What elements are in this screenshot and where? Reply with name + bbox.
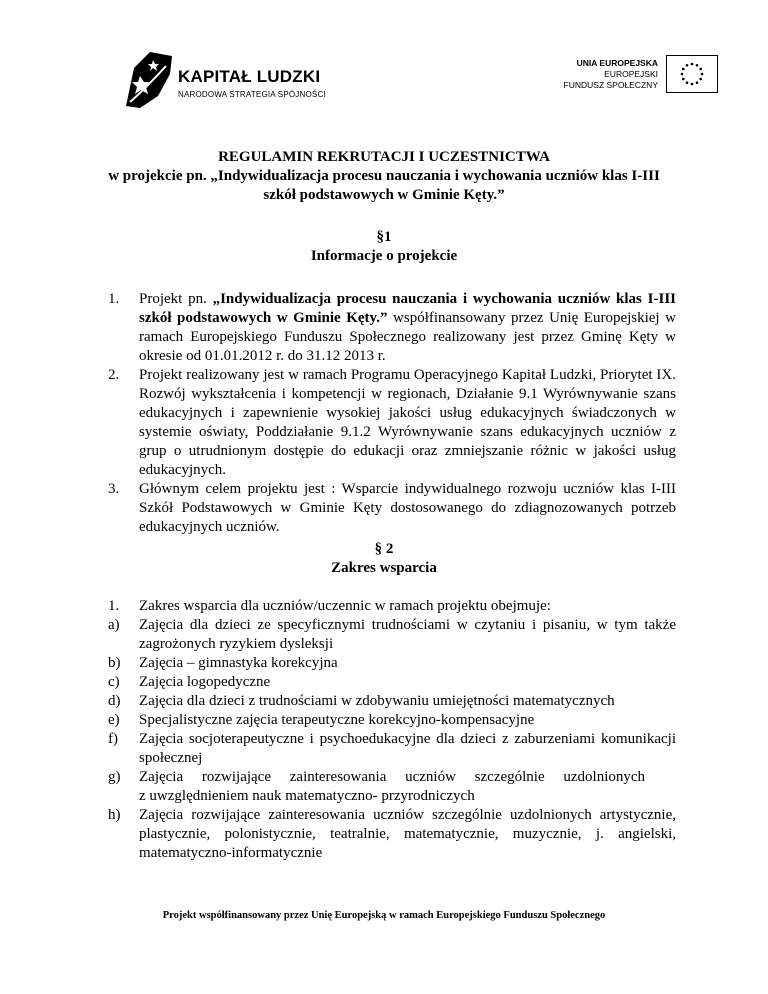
list-item-text: Zakres wsparcia dla uczniów/uczennic w ramach projektu obejmuje: xyxy=(139,598,551,614)
section1-heading: Informacje o projekcie xyxy=(310,248,458,264)
list-marker: g) xyxy=(108,769,121,785)
list-item-text: Zajęcia socjoterapeutyczne i psychoedukacyjne dla dzieci z zaburzeniami komunikacji społecznej xyxy=(139,731,676,766)
list-item xyxy=(108,806,676,863)
list-item-text: współfinansowany przez Unię Europejskiej w ramach Europejskiego Funduszu Społecznego realizowany jest przez Gminę Kęty w okresie od 01.01.2012 r. do 31.12 2013 r. xyxy=(139,310,676,364)
kapital-ludzki-logo xyxy=(120,46,350,116)
list-marker: f) xyxy=(108,731,118,747)
list-item xyxy=(108,480,676,537)
list-item xyxy=(108,768,676,806)
section2-heading: Zakres wsparcia xyxy=(331,560,437,576)
list-marker: b) xyxy=(108,655,121,671)
list-item xyxy=(108,711,676,730)
document-title: REGULAMIN REKRUTACJI I UCZESTNICTWA xyxy=(218,149,550,165)
list-marker: e) xyxy=(108,712,120,728)
kapital-ludzki-title: KAPITAŁ LUDZKI xyxy=(178,67,321,86)
list-item-text-line1: Zajęcia rozwijające zainteresowania uczniów szczególnie uzdolnionych xyxy=(139,769,646,785)
list-item-text-line2: z uwzględnieniem nauk matematyczno- przyrodniczych xyxy=(139,788,475,804)
list-item xyxy=(108,654,676,673)
page-footer: Projekt współfinansowany przez Unię Europejską w ramach Europejskiego Funduszu Społecznego xyxy=(162,910,606,921)
list-item xyxy=(108,616,676,654)
list-item-text: Zajęcia rozwijające zainteresowania uczniów szczególnie uzdolnionych artystycznie, plastycznie, polonistycznie, teatralnie, matematycznie, muzycznie, j. angielski, matematyczno-informatycznie xyxy=(139,807,676,861)
kapital-ludzki-emblem-icon xyxy=(120,46,176,112)
list-item xyxy=(108,290,676,366)
list-marker: c) xyxy=(108,674,120,690)
list-marker: h) xyxy=(108,807,121,823)
list-item xyxy=(108,366,676,480)
eu-text xyxy=(564,58,658,91)
list-item-text: Głównym celem projektu jest : Wsparcie indywidualnego rozwoju uczniów klas I-III Szkół Podstawowych w Gminie Kęty dostosowanego do zdiagnozowanych potrzeb edukacyjnych uczniów. xyxy=(139,481,676,535)
list-item xyxy=(108,673,676,692)
list-item-text: Zajęcia logopedyczne xyxy=(139,674,271,690)
list-item-text: Projekt realizowany jest w ramach Programu Operacyjnego Kapitał Ludzki, Priorytet IX. Rozwój wykształcenia i kompetencji w regionach, Działanie 9.1 Wyrównywanie szans edukacyjnych i zapewnienie wysokiej jakości usług edukacyjnych świadczonych w systemie oświaty, Poddziałanie 9.1.2 Wyrównywanie szans edukacyjnych uczniów z grup o utrudnionym dostępie do edukacji oraz zmniejszanie różnic w jakości usług edukacyjnych. xyxy=(139,367,676,478)
list-marker: 3. xyxy=(108,481,120,497)
list-item xyxy=(108,597,676,616)
section2-list xyxy=(108,597,676,863)
kapital-ludzki-subtitle: NARODOWA STRATEGIA SPÓJNOŚCI xyxy=(178,90,326,99)
eu-line2: EUROPEJSKI xyxy=(604,69,658,79)
list-item-prefix: Projekt pn. xyxy=(139,291,213,307)
list-marker: 1. xyxy=(108,598,120,614)
list-item-text: Specjalistyczne zajęcia terapeutyczne korekcyjno-kompensacyjne xyxy=(139,712,535,728)
page-header xyxy=(0,36,768,116)
list-marker: 1. xyxy=(108,291,120,307)
list-item xyxy=(108,692,676,711)
list-marker: 2. xyxy=(108,367,120,383)
section1-number: §1 xyxy=(376,229,392,245)
eu-line3: FUNDUSZ SPOŁECZNY xyxy=(563,80,658,90)
eu-flag-icon xyxy=(666,55,718,93)
section1-list xyxy=(108,290,676,537)
document-subtitle-line2: szkół podstawowych w Gminie Kęty.” xyxy=(263,187,505,203)
project-name: „Indywidualizacja procesu nauczania i wychowania uczniów klas I-III szkół podstawowych w Gminie Kęty.” xyxy=(139,291,676,326)
list-item-text: Zajęcia dla dzieci ze specyficznymi trudnościami w czytaniu i pisaniu, w tym także zagrożonych ryzykiem dysleksji xyxy=(139,617,676,652)
list-item xyxy=(108,730,676,768)
list-item-text: Zajęcia dla dzieci z trudnościami w zdobywaniu umiejętności matematycznych xyxy=(139,693,615,709)
document-subtitle-line1: w projekcie pn. „Indywidualizacja procesu nauczania i wychowania uczniów klas I-III xyxy=(108,168,660,184)
list-marker: a) xyxy=(108,617,120,633)
list-item-text: Zajęcia – gimnastyka korekcyjna xyxy=(139,655,338,671)
list-marker: d) xyxy=(108,693,121,709)
eu-line1: UNIA EUROPEJSKA xyxy=(576,58,658,68)
section2-number: § 2 xyxy=(374,541,394,557)
